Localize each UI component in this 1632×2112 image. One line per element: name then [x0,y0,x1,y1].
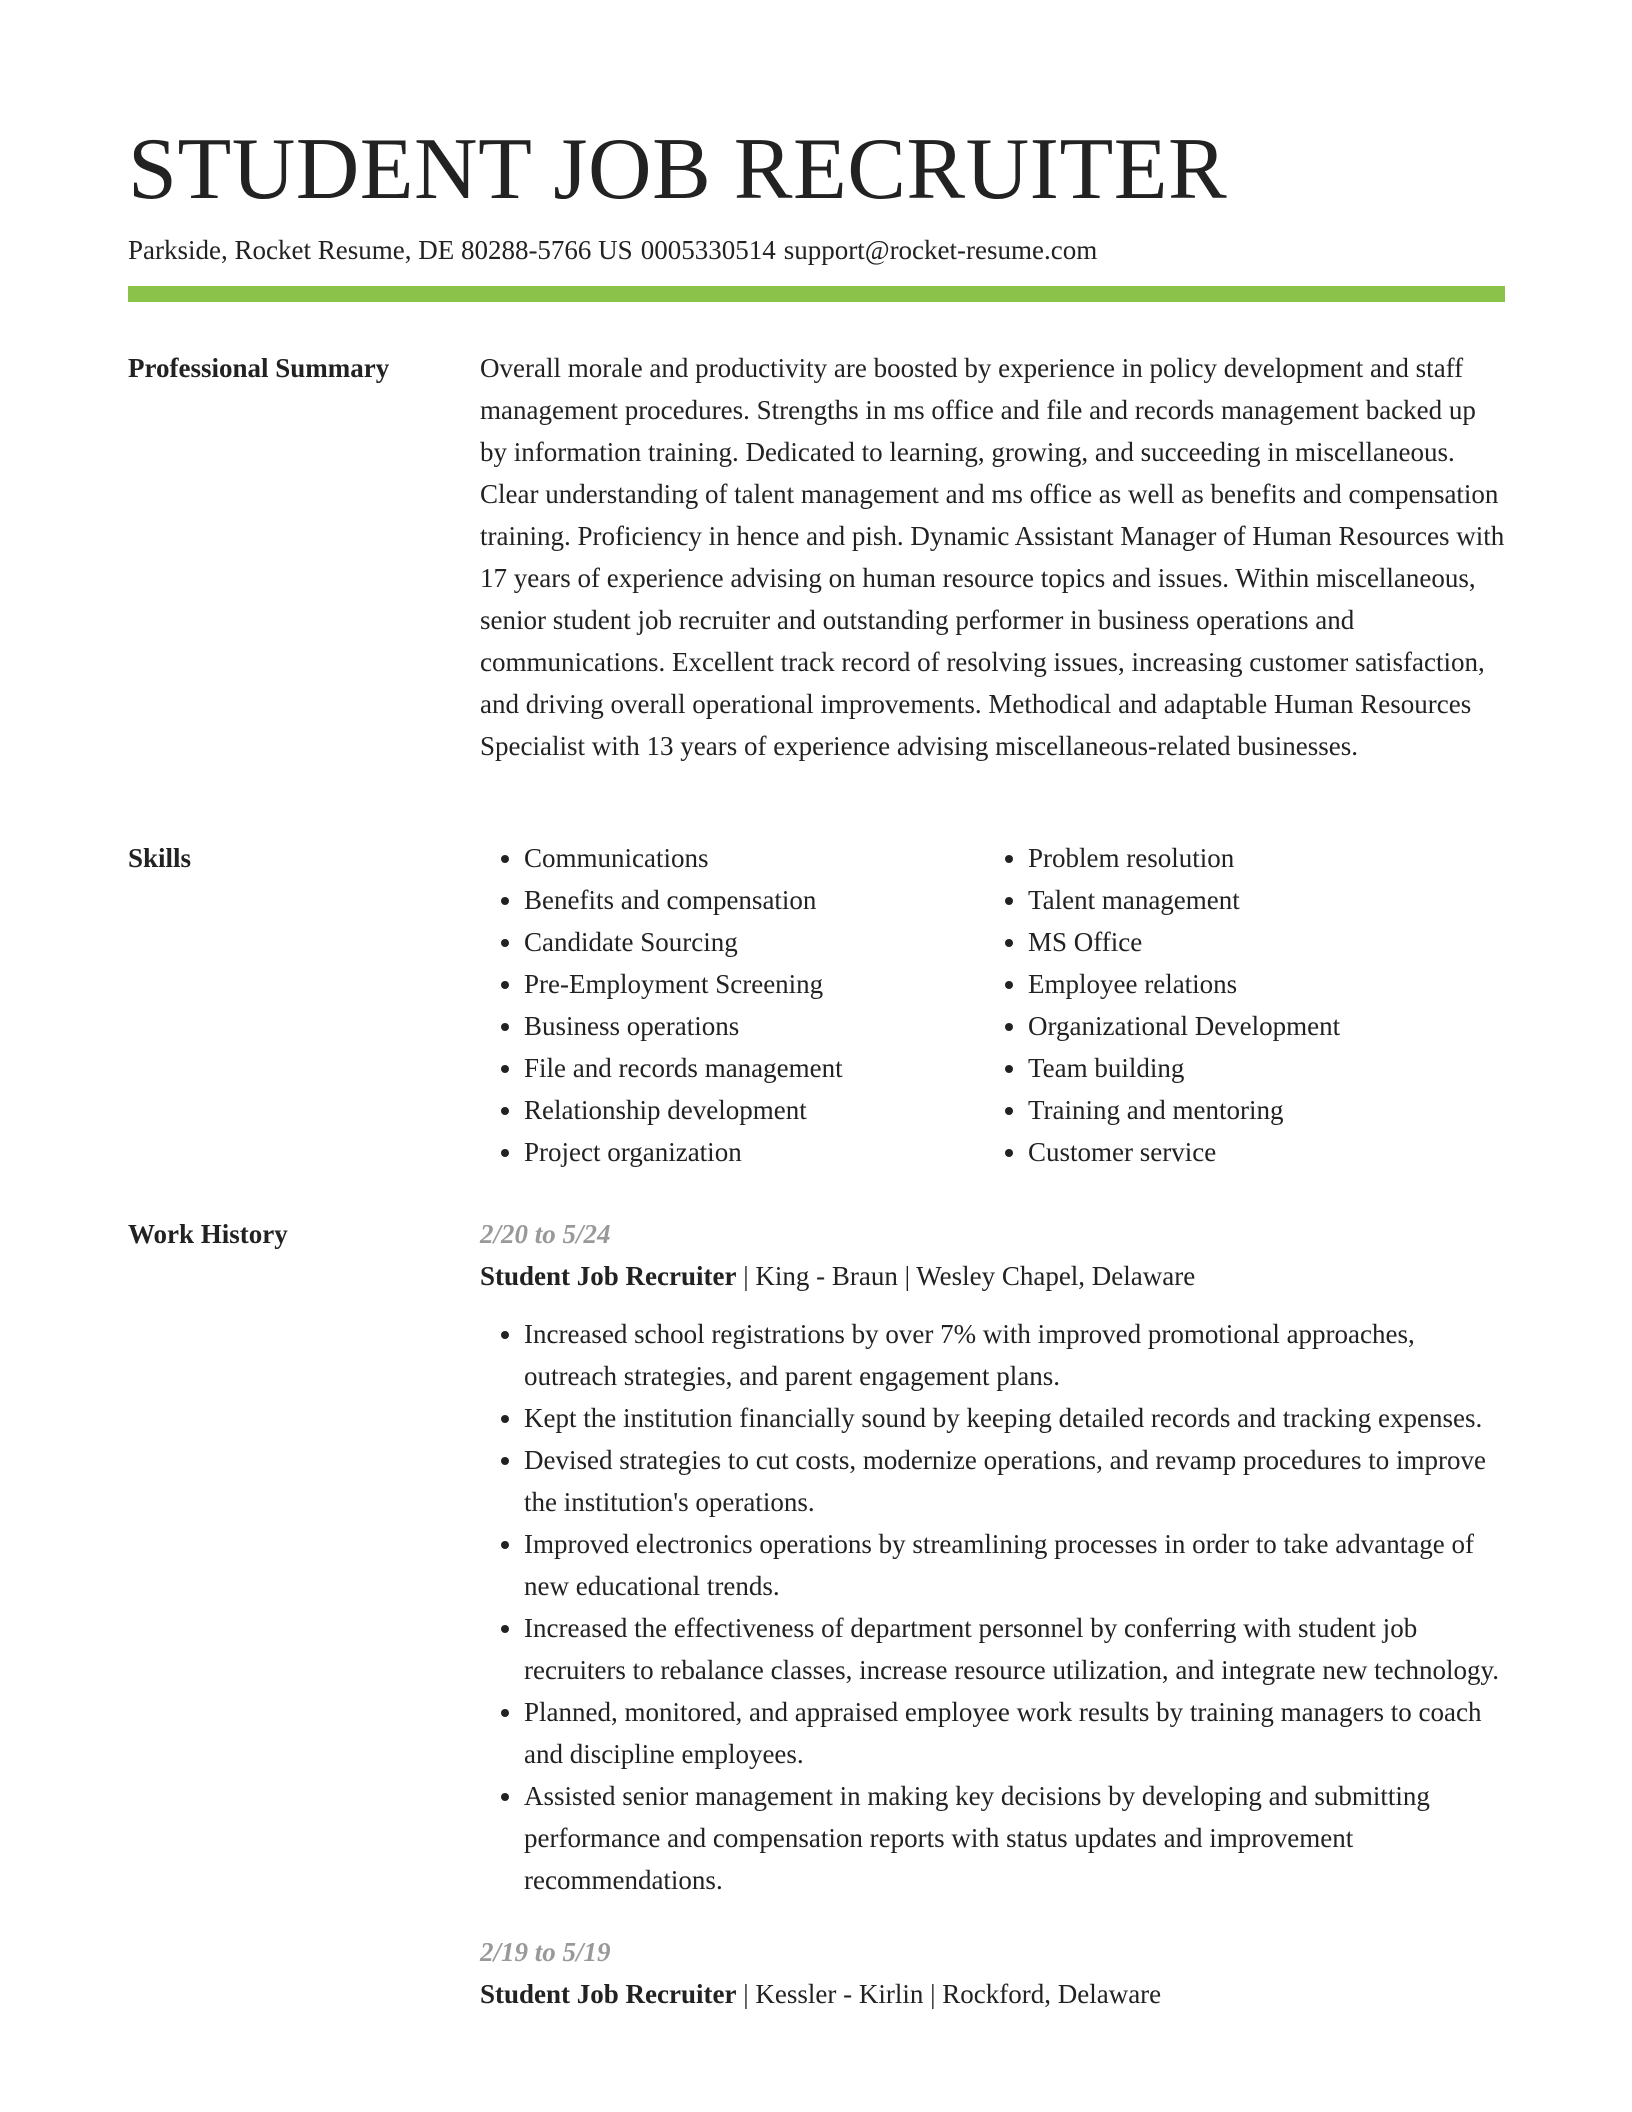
skills-columns [480,837,1505,1173]
job-bullet: • Increased school registrations by over 7% with improved promotional approaches, outreach strategies, and parent engagement plans. [524,1313,1505,1397]
skills-list-left [480,837,984,1173]
skills-list-right [984,837,1488,1173]
skill-item: • Employee relations [1028,963,1488,1005]
skill-item: • Relationship development [524,1089,984,1131]
work-history-body [480,1213,1505,2015]
skill-item: • Business operations [524,1005,984,1047]
contact-email: support@rocket-resume.com [783,235,1098,265]
skill-item: • Candidate Sourcing [524,921,984,963]
skills-heading: Skills [128,843,192,873]
job-details: | Kessler - Kirlin | Rockford, Delaware [736,1979,1162,2009]
skill-item: • Customer service [1028,1131,1488,1173]
skill-item: • Team building [1028,1047,1488,1089]
skill-item: • Training and mentoring [1028,1089,1488,1131]
contact-phone: 0005330514 [640,235,776,265]
job-bullet-list [480,1313,1505,1901]
summary-text: Overall morale and productivity are boosted by experience in policy development and staff management procedures. Strengths in ms office and file and records management backed up by information training. Dedicated to learning, growing, and succeeding in miscellaneous. Clear understanding of talent management and ms office as well as benefits and compensation training. Proficiency in hence and pish. Dynamic Assistant Manager of Human Resources with 17 years of experience advising on human resource topics and issues. Within miscellaneous, senior student job recruiter and outstanding performer in business operations and communications. Excellent track record of resolving issues, increasing customer satisfaction, and driving overall operational improvements. Methodical and adaptable Human Resources Specialist with 13 years of experience advising miscellaneous-related businesses. [480,353,1505,761]
contact-address: Parkside, Rocket Resume, DE 80288-5766 US [128,235,633,265]
header-divider [128,286,1505,302]
job-bullet: • Increased the effectiveness of department personnel by conferring with student job recruiters to rebalance classes, increase resource utilization, and integrate new technology. [524,1607,1505,1691]
job-title: Student Job Recruiter [480,1979,737,2009]
skill-item: • Pre-Employment Screening [524,963,984,1005]
skill-item: • Communications [524,837,984,879]
job-bullet: • Assisted senior management in making key decisions by developing and submitting performance and compensation reports with status updates and improvement recommendations. [524,1775,1505,1901]
job-entry [480,1213,1505,1901]
skill-item: • Benefits and compensation [524,879,984,921]
skills-body [480,837,1505,1173]
summary-body [480,347,1505,767]
job-bullet: • Kept the institution financially sound by keeping detailed records and tracking expenses. [524,1397,1505,1439]
job-bullet: • Improved electronics operations by streamlining processes in order to take advantage of new educational trends. [524,1523,1505,1607]
skill-item: • Talent management [1028,879,1488,921]
candidate-name: STUDENT JOB RECRUITER [128,121,1228,218]
skill-item: • File and records management [524,1047,984,1089]
job-title-line [480,1255,1505,1297]
job-title-line [480,1973,1505,2015]
skill-item: • Organizational Development [1028,1005,1488,1047]
contact-line [128,232,1097,268]
job-entry [480,1931,1505,2015]
job-details: | King - Braun | Wesley Chapel, Delaware [736,1261,1196,1291]
summary-heading: Professional Summary [128,353,390,383]
skill-item: • MS Office [1028,921,1488,963]
job-title: Student Job Recruiter [480,1261,737,1291]
skill-item: • Problem resolution [1028,837,1488,879]
job-bullet: • Devised strategies to cut costs, modernize operations, and revamp procedures to improve the institution's operations. [524,1439,1505,1523]
work-history-heading: Work History [128,1219,288,1249]
job-dates: 2/20 to 5/24 [480,1219,611,1249]
job-dates: 2/19 to 5/19 [480,1937,611,1967]
job-bullet: • Planned, monitored, and appraised employee work results by training managers to coach and discipline employees. [524,1691,1505,1775]
skill-item: • Project organization [524,1131,984,1173]
